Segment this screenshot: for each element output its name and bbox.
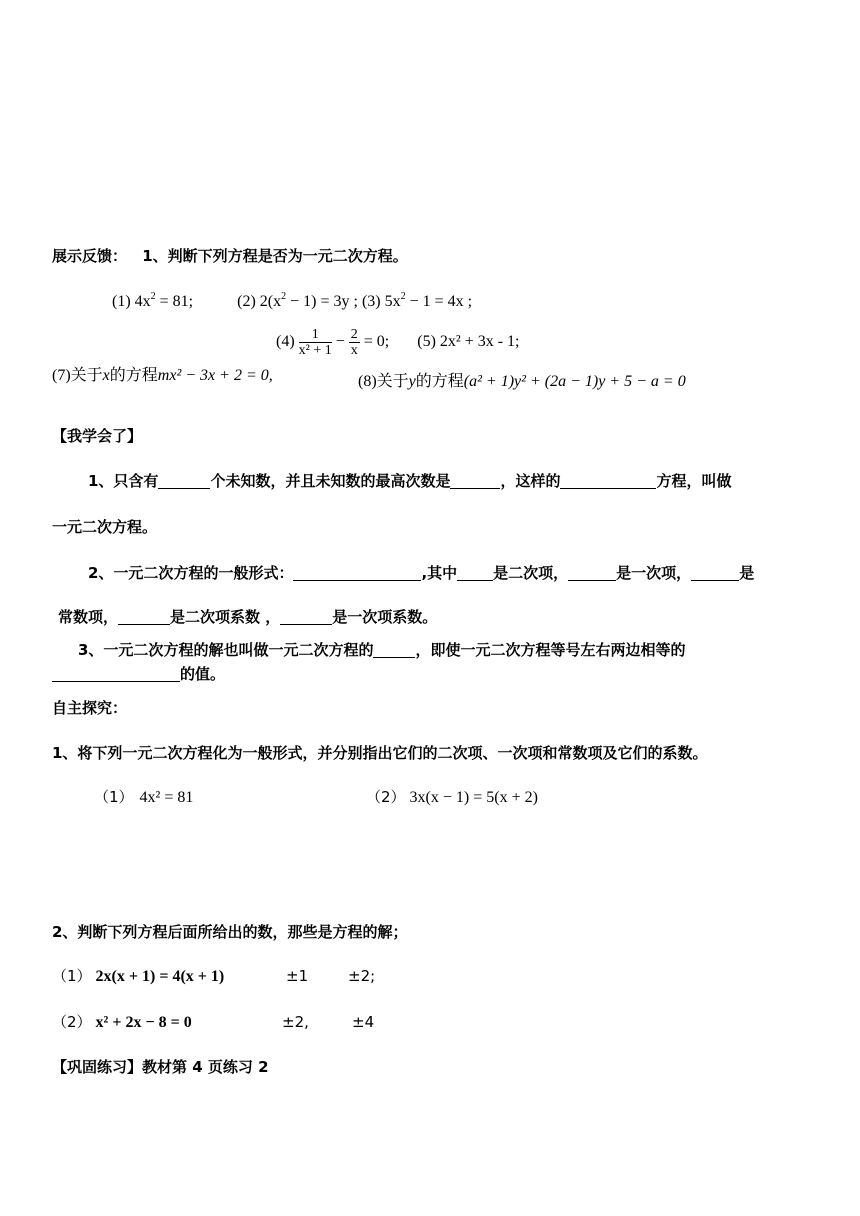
fill-blank[interactable]: [280, 609, 332, 625]
learned-item-2: 2、一元二次方程的一般形式： ,其中 是二次项， 是一次项， 是: [88, 564, 755, 582]
explore-heading: 自主探究：: [52, 699, 128, 717]
practice-text: 教材第 4 页练习 2: [142, 1058, 269, 1076]
equation-1: (1) $4x^2 = 81$;: [112, 291, 194, 310]
root-check-value: ±2,: [282, 1013, 309, 1031]
feedback-label: 展示反馈：: [52, 247, 128, 265]
fill-blank[interactable]: [560, 473, 656, 489]
root-check-value: ±1: [286, 967, 309, 985]
feedback-line: [52, 246, 408, 266]
root-check-row-2: （2） x² + 2x − 8 = 0: [52, 1013, 192, 1031]
learned-item-1: 1、只含有 个未知数，并且未知数的最高次数是 ，这样的 方程，叫做: [88, 472, 732, 490]
explore-problem-1: （1） 4x² = 81: [94, 788, 194, 806]
explore-question-2: 2、判断下列方程后面所给出的数，那些是方程的解；: [52, 923, 408, 941]
equation-4: (4) $\frac{1}{\text{x² + 1}}$ − $\frac{2}{x}$ = 0;: [276, 326, 390, 358]
fill-blank[interactable]: [293, 565, 421, 581]
learned-item-3: 3、一元二次方程的解也叫做一元二次方程的 ，即使一元二次方程等号左右两边相等的: [78, 641, 686, 659]
learned-item-1-cont: 一元二次方程。: [52, 518, 158, 536]
fill-blank[interactable]: [691, 565, 739, 581]
equation-7: (7)关于x的方程mx² − 3x + 2 = 0,: [52, 367, 273, 384]
fill-blank[interactable]: [118, 609, 170, 625]
equation-row-1: [112, 292, 472, 312]
practice-line: [52, 1057, 269, 1077]
learned-item-3-cont: 的值。: [52, 664, 225, 684]
fill-blank[interactable]: [457, 565, 493, 581]
fill-blank[interactable]: [450, 473, 500, 489]
equation-8: (8)关于y的方程(a² + 1)y² + (2a − 1)y + 5 − a = 0: [358, 373, 686, 390]
learned-item-2-cont: 常数项， 是二次项系数 ， 是一次项系数。: [58, 608, 438, 626]
equation-2: (2) $2(x^2 - 1) = 3y$ ;: [237, 291, 358, 310]
equation-5: (5) 2x² + 3x - 1;: [417, 333, 520, 350]
fill-blank[interactable]: [52, 666, 180, 682]
feedback-question-1: 1、判断下列方程是否为一元二次方程。: [142, 247, 408, 265]
equation-3: (3) $5x^2 - 1 = 4x$ ;: [361, 291, 473, 310]
explore-question-1: 1、将下列一元二次方程化为一般形式，并分别指出它们的二次项、一次项和常数项及它们的系数。: [52, 744, 708, 762]
root-check-value: ±4: [352, 1013, 375, 1031]
learned-heading: 【我学会了】: [52, 427, 143, 445]
root-check-value: ±2;: [348, 967, 376, 985]
equation-row-2: [276, 326, 520, 358]
fill-blank[interactable]: [158, 473, 210, 489]
root-check-row-1: （1） 2x(x + 1) = 4(x + 1): [52, 967, 225, 985]
fill-blank[interactable]: [568, 565, 616, 581]
practice-heading: 【巩固练习】: [52, 1058, 143, 1076]
explore-problem-2: （2） 3x(x − 1) = 5(x + 2): [366, 788, 538, 806]
fill-blank[interactable]: [373, 642, 415, 658]
